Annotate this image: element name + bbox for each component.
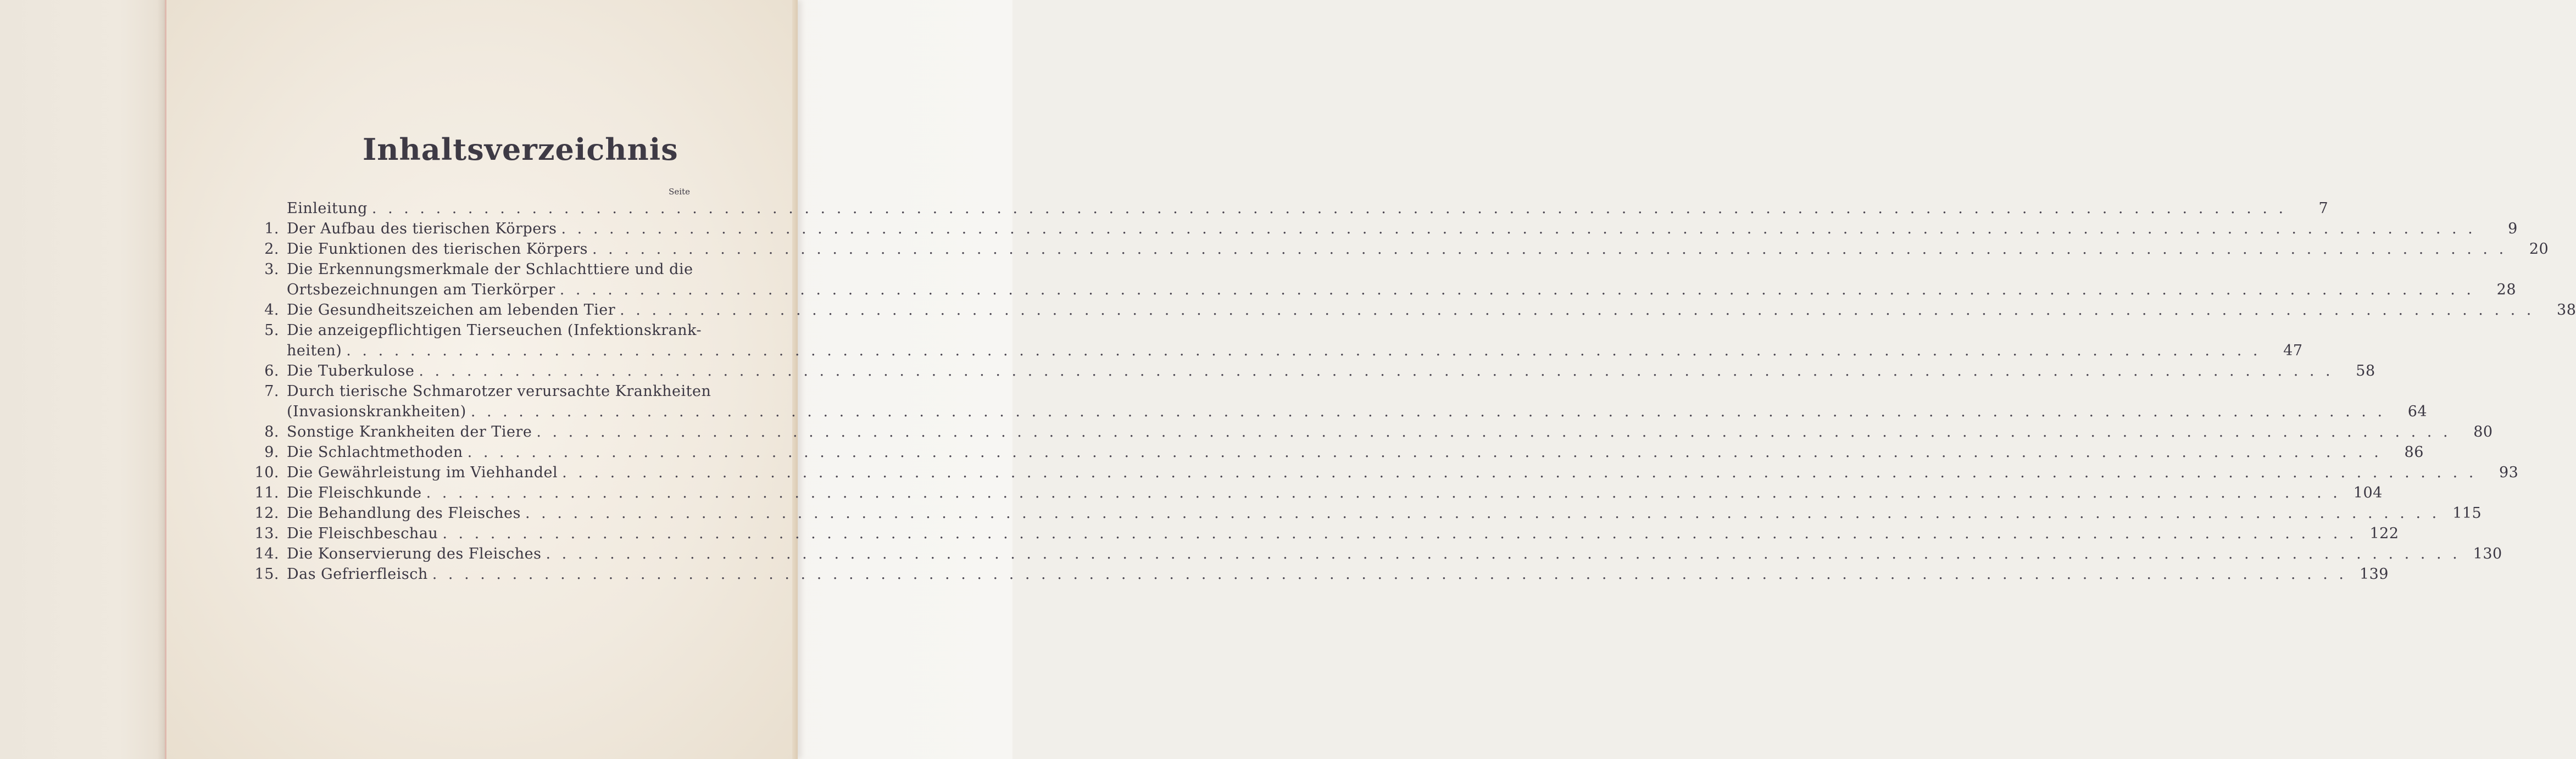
toc-line: [247, 281, 2516, 302]
left-page: [0, 0, 171, 759]
dot-leader: . . . . . . . . . . . . . . . . . . . . . . . . . . . . . . . . . . . . . . . . . . . . . . . . . . . . . . . . . . . . . . . . . . . . . . . . . . . . . . . . . . . . . . . . . . . . . . . . . . . . . . . . . . . . . . . . . . . . . . . .: [470, 403, 2386, 420]
chapter-title: Die Behandlung des Fleisches: [287, 505, 521, 522]
chapter-title: Die Funktionen des tierischen Körpers: [287, 241, 588, 258]
chapter-number: 2.: [264, 241, 279, 258]
toc-line: [247, 545, 2502, 566]
chapter-title: Die Schlachtmethoden: [287, 444, 463, 461]
dot-leader: . . . . . . . . . . . . . . . . . . . . . . . . . . . . . . . . . . . . . . . . . . . . . . . . . . . . . . . . . . . . . . . . . . . . . . . . . . . . . . . . . . . . . . . . . . . . . . . . . . . . . . . . . . . . . . . . . . . . . . . .: [592, 241, 2507, 258]
page-edge-left: [165, 0, 166, 759]
toc-line: [247, 464, 2519, 484]
toc-line: [247, 403, 2428, 423]
chapter-title: Die Konservierung des Fleisches: [287, 545, 542, 562]
page-number: 93: [2499, 464, 2519, 481]
page-number: 9: [2508, 220, 2518, 237]
chapter-number: 7.: [264, 383, 279, 400]
toc-line: [247, 302, 2576, 322]
page-number: 139: [2359, 566, 2389, 583]
chapter-title: Durch tierische Schmarotzer verursachte Krankheiten: [287, 383, 711, 400]
toc-line: [247, 484, 2383, 505]
toc-entry: [247, 322, 2303, 362]
chapter-title: Sonstige Krankheiten der Tiere: [287, 423, 532, 440]
toc-entry: [247, 525, 2399, 545]
page-number: 104: [2353, 484, 2383, 501]
toc-entry: [247, 484, 2383, 505]
dot-leader: . . . . . . . . . . . . . . . . . . . . . . . . . . . . . . . . . . . . . . . . . . . . . . . . . . . . . . . . . . . . . . . . . . . . . . . . . . . . . . . . . . . . . . . . . . . . . . . . . . . . . . . . . . . . . . . . . . . . . . . .: [346, 342, 2261, 359]
chapter-number: 11.: [254, 484, 279, 501]
page-number: 47: [2283, 342, 2303, 359]
dot-leader: . . . . . . . . . . . . . . . . . . . . . . . . . . . . . . . . . . . . . . . . . . . . . . . . . . . . . . . . . . . . . . . . . . . . . . . . . . . . . . . . . . . . . . . . . . . . . . . . . . . . . . . . . . . . . . . . . . . . . . . .: [426, 484, 2341, 501]
dot-leader: . . . . . . . . . . . . . . . . . . . . . . . . . . . . . . . . . . . . . . . . . . . . . . . . . . . . . . . . . . . . . . . . . . . . . . . . . . . . . . . . . . . . . . . . . . . . . . . . . . . . . . . . . . . . . . . . . . . . . . . .: [546, 545, 2461, 562]
chapter-number: 9.: [264, 444, 279, 461]
chapter-number: 6.: [264, 362, 279, 379]
dot-leader: . . . . . . . . . . . . . . . . . . . . . . . . . . . . . . . . . . . . . . . . . . . . . . . . . . . . . . . . . . . . . . . . . . . . . . . . . . . . . . . . . . . . . . . . . . . . . . . . . . . . . . . . . . . . . . . . . . . . . . . .: [442, 525, 2357, 542]
toc-line: [247, 525, 2399, 545]
dot-leader: . . . . . . . . . . . . . . . . . . . . . . . . . . . . . . . . . . . . . . . . . . . . . . . . . . . . . . . . . . . . . . . . . . . . . . . . . . . . . . . . . . . . . . . . . . . . . . . . . . . . . . . . . . . . . . . . . . . . . . . .: [620, 302, 2535, 319]
chapter-number: 12.: [254, 505, 279, 522]
page-number: 7: [2318, 200, 2329, 217]
chapter-title: Die Fleischbeschau: [287, 525, 438, 542]
chapter-title: (Invasionskrankheiten): [287, 403, 466, 420]
page-number: 28: [2496, 281, 2516, 298]
chapter-number: 10.: [254, 464, 279, 481]
toc-line: [247, 200, 2329, 220]
toc-line: [247, 362, 2375, 383]
toc-list: [247, 200, 2576, 586]
dot-leader: . . . . . . . . . . . . . . . . . . . . . . . . . . . . . . . . . . . . . . . . . . . . . . . . . . . . . . . . . . . . . . . . . . . . . . . . . . . . . . . . . . . . . . . . . . . . . . . . . . . . . . . . . . . . . . . . . . . . . . . .: [562, 464, 2477, 481]
chapter-title: Die Erkennungsmerkmale der Schlachttiere und die: [287, 261, 693, 278]
dot-leader: . . . . . . . . . . . . . . . . . . . . . . . . . . . . . . . . . . . . . . . . . . . . . . . . . . . . . . . . . . . . . . . . . . . . . . . . . . . . . . . . . . . . . . . . . . . . . . . . . . . . . . . . . . . . . . . . . . . . . . . .: [371, 200, 2287, 217]
toc-entry: [247, 241, 2549, 261]
page-number: 38: [2557, 302, 2576, 319]
toc-entry: [247, 444, 2424, 464]
chapter-title: Die Fleischkunde: [287, 484, 422, 501]
chapter-title: Die Gesundheitszeichen am lebenden Tier: [287, 302, 616, 319]
chapter-number: 1.: [264, 220, 279, 237]
page-number: 20: [2529, 241, 2549, 258]
toc-entry: [247, 383, 2428, 423]
page-number: 58: [2356, 362, 2375, 379]
toc-entry: [247, 200, 2329, 220]
chapter-title: Einleitung: [287, 200, 368, 217]
chapter-title: heiten): [287, 342, 342, 359]
chapter-number: 4.: [264, 302, 279, 319]
toc-entry: [247, 220, 2518, 241]
toc-entry: [247, 566, 2389, 586]
chapter-number: 13.: [254, 525, 279, 542]
dot-leader: . . . . . . . . . . . . . . . . . . . . . . . . . . . . . . . . . . . . . . . . . . . . . . . . . . . . . . . . . . . . . . . . . . . . . . . . . . . . . . . . . . . . . . . . . . . . . . . . . . . . . . . . . . . . . . . . . . . . . . . .: [419, 362, 2334, 379]
chapter-title: Die Tuberkulose: [287, 362, 415, 379]
toc-entry: [247, 545, 2502, 566]
dot-leader: . . . . . . . . . . . . . . . . . . . . . . . . . . . . . . . . . . . . . . . . . . . . . . . . . . . . . . . . . . . . . . . . . . . . . . . . . . . . . . . . . . . . . . . . . . . . . . . . . . . . . . . . . . . . . . . . . . . . . . . .: [432, 566, 2347, 583]
page-number: 115: [2452, 505, 2482, 522]
toc-entry: [247, 464, 2519, 484]
chapter-title: Die anzeigepflichtigen Tierseuchen (Infektionskrank-: [287, 322, 702, 339]
chapter-title: Der Aufbau des tierischen Körpers: [287, 220, 557, 237]
toc-line: [247, 444, 2424, 464]
toc-entry: [247, 302, 2576, 322]
chapter-number: 15.: [254, 566, 279, 583]
toc-title: Inhaltsverzeichnis: [363, 132, 678, 167]
page-number: 80: [2473, 423, 2493, 440]
chapter-number: 3.: [264, 261, 279, 278]
dot-leader: . . . . . . . . . . . . . . . . . . . . . . . . . . . . . . . . . . . . . . . . . . . . . . . . . . . . . . . . . . . . . . . . . . . . . . . . . . . . . . . . . . . . . . . . . . . . . . . . . . . . . . . . . . . . . . . . . . . . . . . .: [559, 281, 2474, 298]
book-page: [165, 0, 2576, 759]
dot-leader: . . . . . . . . . . . . . . . . . . . . . . . . . . . . . . . . . . . . . . . . . . . . . . . . . . . . . . . . . . . . . . . . . . . . . . . . . . . . . . . . . . . . . . . . . . . . . . . . . . . . . . . . . . . . . . . . . . . . . . . .: [536, 423, 2451, 440]
toc-entry: [247, 261, 2516, 302]
page-number: 64: [2407, 403, 2428, 420]
toc-line: [247, 423, 2493, 444]
toc-line: [247, 220, 2518, 241]
toc-line: [247, 342, 2303, 362]
toc-entry: [247, 505, 2482, 525]
chapter-number: 5.: [264, 322, 279, 339]
toc-line: [247, 241, 2549, 261]
chapter-number: 14.: [254, 545, 279, 562]
page-edge-right: [792, 0, 798, 759]
page-number: 130: [2473, 545, 2502, 562]
chapter-number: 8.: [264, 423, 279, 440]
dot-leader: . . . . . . . . . . . . . . . . . . . . . . . . . . . . . . . . . . . . . . . . . . . . . . . . . . . . . . . . . . . . . . . . . . . . . . . . . . . . . . . . . . . . . . . . . . . . . . . . . . . . . . . . . . . . . . . . . . . . . . . .: [525, 505, 2440, 522]
page-column-label: Seite: [669, 187, 690, 197]
chapter-title: Das Gefrierfleisch: [287, 566, 428, 583]
toc-line: [247, 383, 711, 403]
toc-line: [247, 505, 2482, 525]
toc-line: [247, 566, 2389, 586]
toc-entry: [247, 362, 2375, 383]
page-number: 86: [2404, 444, 2424, 461]
toc-line: [247, 322, 702, 342]
toc-entry: [247, 423, 2493, 444]
dot-leader: . . . . . . . . . . . . . . . . . . . . . . . . . . . . . . . . . . . . . . . . . . . . . . . . . . . . . . . . . . . . . . . . . . . . . . . . . . . . . . . . . . . . . . . . . . . . . . . . . . . . . . . . . . . . . . . . . . . . . . . .: [467, 444, 2382, 461]
chapter-title: Ortsbezeichnungen am Tierkörper: [287, 281, 555, 298]
dot-leader: . . . . . . . . . . . . . . . . . . . . . . . . . . . . . . . . . . . . . . . . . . . . . . . . . . . . . . . . . . . . . . . . . . . . . . . . . . . . . . . . . . . . . . . . . . . . . . . . . . . . . . . . . . . . . . . . . . . . . . . .: [561, 220, 2476, 237]
chapter-title: Die Gewährleistung im Viehhandel: [287, 464, 558, 481]
page-number: 122: [2369, 525, 2399, 542]
toc-line: [247, 261, 693, 281]
